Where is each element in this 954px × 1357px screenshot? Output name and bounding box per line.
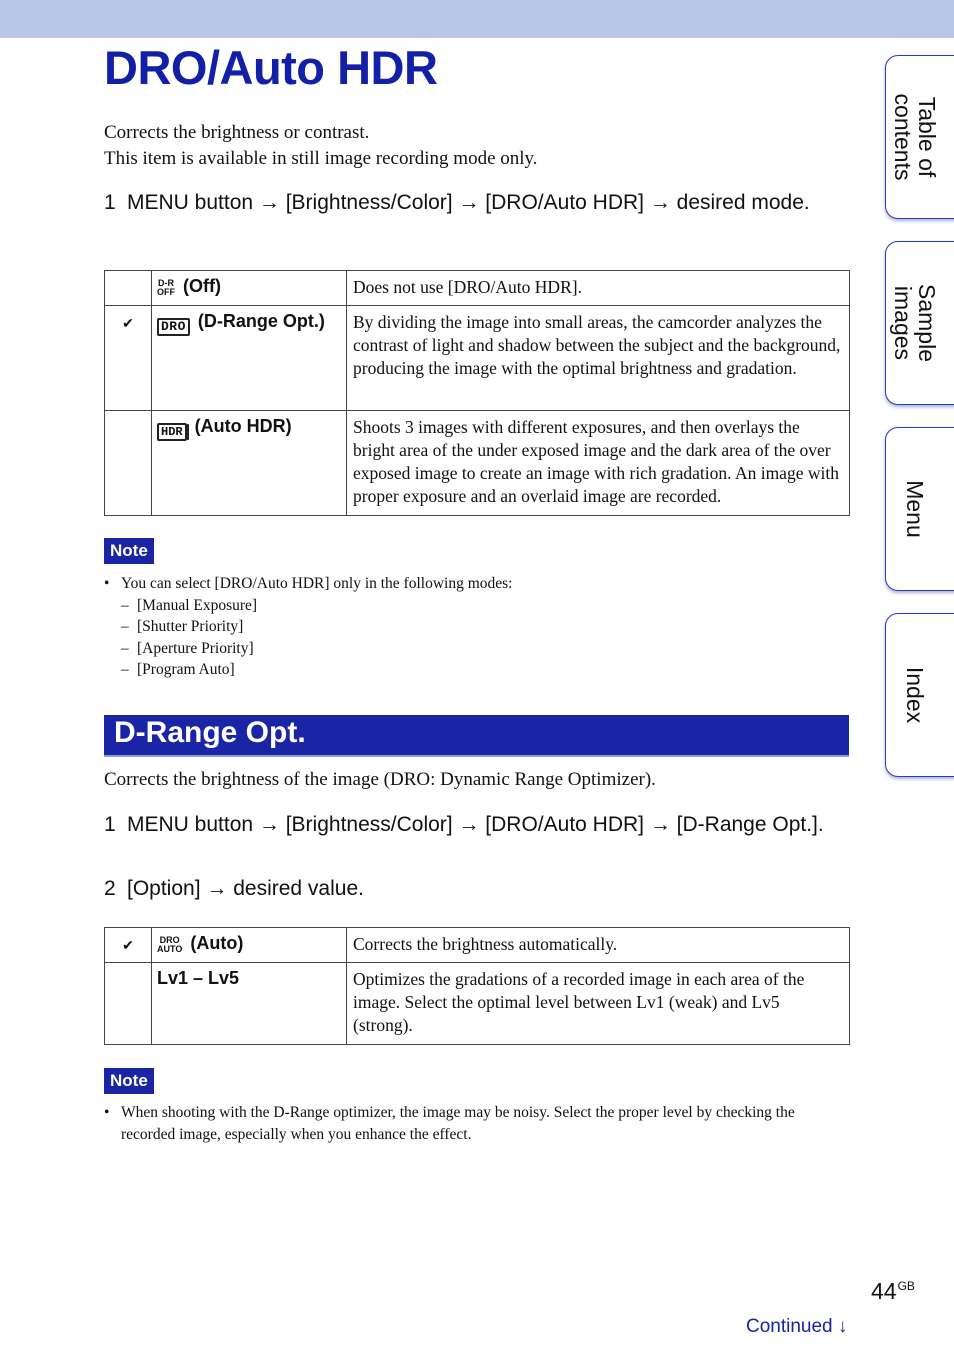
table-row [105,963,850,1045]
tab-label: Table of contents [890,93,940,181]
tab-sample-images[interactable] [885,241,954,405]
option-label: (Off) [183,276,221,296]
description-cell: Optimizes the gradations of a recorded image in each area of the image. Select the optimal level between Lv1 (weak) and Lv5 (strong). [347,963,850,1045]
tab-menu[interactable] [885,427,954,591]
note-badge: Note [104,538,154,564]
note-sub-item: – [Shutter Priority] [104,616,850,638]
option-label: Lv1 – Lv5 [152,963,347,1045]
tab-table-of-contents[interactable] [885,55,954,219]
table-row [105,306,850,411]
step-1 [104,188,824,217]
step-number: 1 [104,813,116,836]
option-cell [152,271,347,306]
option-cell [152,928,347,963]
default-mark-cell [105,411,152,516]
step-number: 1 [104,191,116,214]
hdr-icon: HDR [157,423,187,441]
note-list [104,1102,850,1145]
step-1 [104,810,824,839]
default-mark-cell [105,963,152,1045]
section-title: D-Range Opt. [114,716,306,749]
table-row [105,411,850,516]
arrow-down-icon: ↓ [837,1316,848,1337]
option-label: (Auto HDR) [194,416,292,436]
continued-link[interactable] [746,1316,847,1338]
description-cell: Corrects the brightness automatically. [347,928,850,963]
step-number: 2 [104,877,116,900]
table-row [105,271,850,306]
tab-label: Index [902,666,928,724]
option-label: (Auto) [190,933,244,953]
intro-line: This item is available in still image recording mode only. [104,148,538,169]
note-sub-item: – [Aperture Priority] [104,638,850,660]
step-text: MENU button → [Brightness/Color] → [DRO/Auto HDR] → [D-Range Opt.]. [127,813,824,836]
top-banner [0,0,954,38]
note-badge: Note [104,1068,154,1094]
tab-label: Sample images [890,284,940,362]
intro-line: Corrects the brightness or contrast. [104,122,370,143]
note-sub-item: – [Manual Exposure] [104,595,850,617]
step-text: MENU button → [Brightness/Color] → [DRO/Auto HDR] → desired mode. [127,191,810,214]
default-check-icon: ✔ [105,306,152,411]
page-number-value: 44 [871,1278,897,1304]
mode-table [104,270,850,516]
value-table [104,927,850,1045]
intro-text [104,120,538,172]
page-number [871,1278,915,1305]
option-label: (D-Range Opt.) [197,311,325,331]
dro-off-icon: D-R OFF [157,278,175,297]
dro-auto-icon: DRO AUTO [157,935,183,954]
page-title: DRO/Auto HDR [104,41,438,94]
default-mark-cell [105,271,152,306]
description-cell: Shoots 3 images with different exposures, and then overlays the bright area of the under exposed image and the dark area of the over exposed image to create an image with rich gradation. An image with proper exposure and an overlaid image are recorded. [347,411,850,516]
note-bullet: • When shooting with the D-Range optimizer, the image may be noisy. Select the proper level by checking the recorded image, especially when you enhance the effect. [104,1102,850,1145]
option-cell [152,411,347,516]
option-cell [152,306,347,411]
dro-icon: DRO [157,318,190,336]
step-2 [104,874,824,903]
note-bullet: • You can select [DRO/Auto HDR] only in the following modes: [104,573,850,595]
section-header [104,715,849,757]
step-text: [Option] → desired value. [127,877,364,900]
continued-label: Continued [746,1316,833,1337]
section-intro: Corrects the brightness of the image (DRO: Dynamic Range Optimizer). [104,769,656,790]
note-sub-item: – [Program Auto] [104,659,850,681]
description-cell: Does not use [DRO/Auto HDR]. [347,271,850,306]
note-list [104,573,850,681]
table-row [105,928,850,963]
tab-index[interactable] [885,613,954,777]
description-cell: By dividing the image into small areas, the camcorder analyzes the contrast of light and shadow between the subject and the background, producing the image with the optimal brightness and gradation. [347,306,850,411]
tab-label: Menu [902,480,928,538]
default-check-icon: ✔ [105,928,152,963]
page-region-code: GB [897,1279,915,1293]
